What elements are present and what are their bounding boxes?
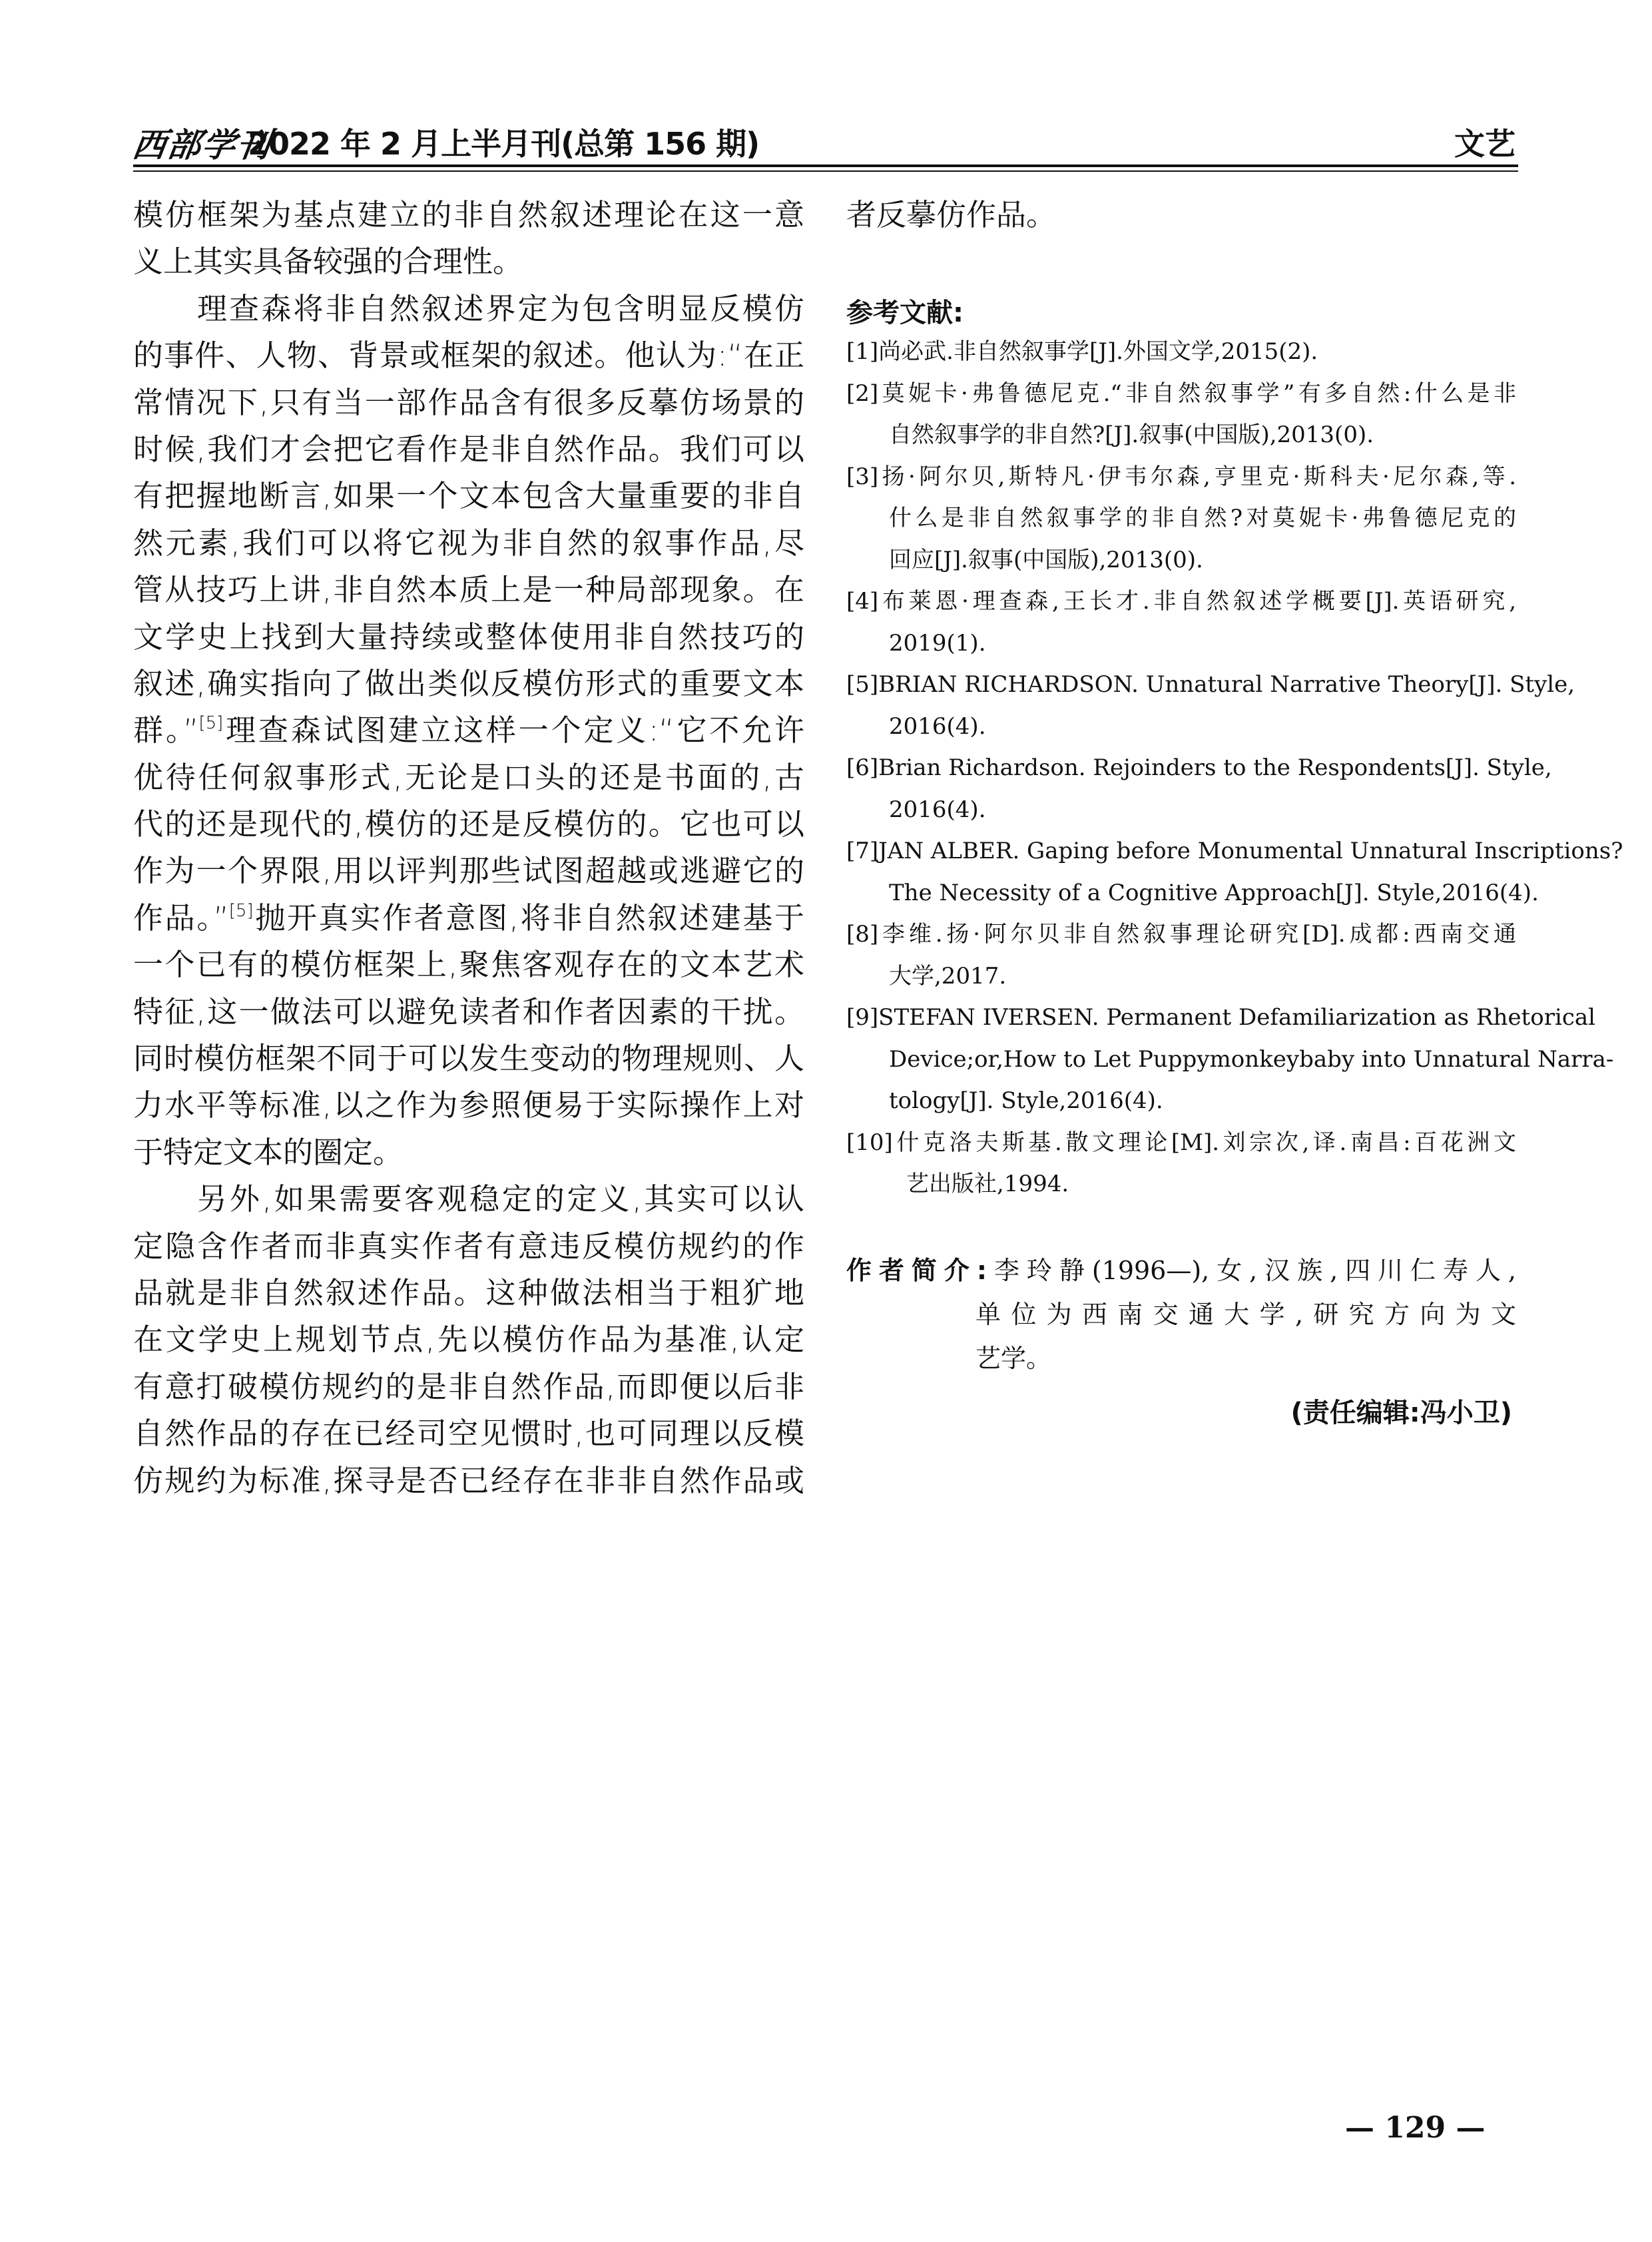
body-line [133, 1223, 804, 1270]
right-column-body [846, 192, 1517, 238]
author-bio-label: 作者简介: [846, 1256, 987, 1285]
body-text: 理查森将非自然叙述界定为包含明显反模仿 [197, 290, 804, 326]
author-bio-line [846, 1249, 1516, 1292]
responsible-editor: (责任编辑:冯小卫) [1290, 1398, 1512, 1428]
body-text: 然元素,我们可以将它视为非自然的叙事作品,尽 [133, 525, 804, 561]
body-line [133, 707, 804, 754]
reference-line: 自然叙事学的非自然?[J].叙事(中国版),2013(0). [889, 421, 1374, 448]
body-text: 定隐含作者而非真实作者有意违反模仿规约的作 [133, 1228, 804, 1264]
body-text: 代的还是现代的,模仿的还是反模仿的。它也可以 [133, 806, 804, 842]
body-text: 在文学史上规划节点,先以模仿作品为基准,认定 [133, 1322, 804, 1358]
body-text: 模仿框架为基点建立的非自然叙述理论在这一意 [133, 197, 804, 232]
body-text: 优待任何叙事形式,无论是口头的还是书面的,古 [133, 759, 804, 795]
body-line [133, 520, 804, 567]
reference-line: [5]BRIAN RICHARDSON. Unnatural Narrative Theory[J]. Style, [846, 671, 1575, 698]
body-text: 同时模仿框架不同于可以发生变动的物理规则、人 [133, 1041, 804, 1077]
journal-logo: 西部学刊 [130, 125, 274, 164]
body-line [133, 1316, 804, 1363]
references-heading: 参考文献: [846, 298, 964, 328]
body-text: 另外,如果需要客观稳定的定义,其实可以认 [197, 1181, 804, 1217]
body-line [133, 801, 804, 848]
issue-title: 2022 年 2 月上半月刊(总第 156 期) [248, 126, 760, 162]
citation-superscript: [5] [198, 713, 224, 734]
body-text: 作为一个界限,用以评判那些试图超越或逃避它的 [133, 853, 804, 889]
body-text: 文学史上找到大量持续或整体使用非自然技巧的 [133, 619, 804, 655]
author-bio [846, 1249, 1516, 1380]
body-line [133, 1129, 804, 1176]
reference-line: 回应[J].叙事(中国版),2013(0). [889, 546, 1203, 573]
reference-line: [10]什克洛夫斯基.散文理论[M].刘宗次,译.南昌:百花洲文 [846, 1129, 1516, 1156]
body-text: 自然作品的存在已经司空见惯时,也可同理以反模 [133, 1416, 804, 1452]
body-text: 群。” [133, 712, 199, 748]
reference-line: The Necessity of a Cognitive Approach[J]. Style,2016(4). [889, 879, 1539, 906]
body-text: 作品。” [133, 900, 229, 936]
body-text: 力水平等标准,以之作为参照便易于实际操作上对 [133, 1087, 804, 1123]
author-bio-line: 艺学。 [975, 1344, 1052, 1373]
body-line [133, 1082, 804, 1129]
reference-line: 艺出版社,1994. [906, 1171, 1069, 1197]
body-line [133, 614, 804, 661]
reference-line: [4]布莱恩·理查森,王长才.非自然叙述学概要[J].英语研究, [846, 588, 1516, 615]
references-list [846, 331, 1623, 1205]
body-text: 仿规约为标准,探寻是否已经存在非非自然作品或 [133, 1462, 804, 1498]
body-text: 抛开真实作者意图,将非自然叙述建基于 [253, 900, 804, 936]
reference-line: [1]尚必武.非自然叙事学[J].外国文学,2015(2). [846, 338, 1318, 365]
body-line [133, 942, 804, 988]
body-text: 管从技巧上讲,非自然本质上是一种局部现象。在 [133, 572, 804, 608]
body-line [133, 848, 804, 894]
body-line [133, 1035, 804, 1082]
author-bio-line: 单位为西南交通大学,研究方向为文 [975, 1300, 1516, 1329]
reference-line: 什么是非自然叙事学的非自然?对莫妮卡·弗鲁德尼克的 [889, 505, 1516, 531]
body-text: 义上其实具备较强的合理性。 [133, 244, 523, 280]
author-bio-text: 李玲静(1996—),女,汉族,四川仁寿人, [987, 1256, 1516, 1285]
reference-line: [2]莫妮卡·弗鲁德尼克.“非自然叙事学”有多自然:什么是非 [846, 380, 1516, 407]
page-number: — 129 — [1345, 2111, 1486, 2145]
citation-superscript: [5] [228, 900, 254, 921]
body-text: 常情况下,只有当一部作品含有很多反摹仿场景的 [133, 384, 804, 420]
body-line [133, 1176, 804, 1223]
reference-line: 2019(1). [889, 629, 986, 657]
body-text: 于特定文本的圈定。 [133, 1134, 404, 1170]
reference-line: 2016(4). [889, 796, 986, 823]
body-line [133, 989, 804, 1035]
reference-line: Device;or,How to Let Puppymonkeybaby into Unnatural Narra- [889, 1045, 1614, 1073]
body-line [133, 238, 804, 285]
body-text: 有意打破模仿规约的是非自然作品,而即便以后非 [133, 1368, 804, 1404]
body-line [133, 192, 804, 238]
body-line [133, 661, 804, 707]
reference-line: tology[J]. Style,2016(4). [889, 1087, 1163, 1114]
body-text: 品就是非自然叙述作品。这种做法相当于粗犷地 [133, 1274, 804, 1310]
body-line [133, 895, 804, 942]
body-line [133, 754, 804, 801]
reference-line: 大学,2017. [889, 962, 1007, 989]
body-line [133, 1364, 804, 1410]
body-line [133, 567, 804, 613]
body-text: 理查森试图建立这样一个定义:“它不允许 [223, 712, 804, 748]
body-line [133, 426, 804, 473]
body-line [133, 1270, 804, 1316]
header-rule-thick [133, 164, 1518, 167]
body-line [133, 473, 804, 519]
body-text: 叙述,确实指向了做出类似反模仿形式的重要文本 [133, 665, 804, 701]
body-text: 特征,这一做法可以避免读者和作者因素的干扰。 [133, 993, 804, 1029]
body-line: 者反摹仿作品。 [846, 197, 1057, 232]
body-text: 的事件、人物、背景或框架的叙述。他认为:“在正 [133, 338, 804, 374]
header-rule-thin [133, 170, 1518, 172]
reference-line: [9]STEFAN IVERSEN. Permanent Defamiliarization as Rhetorical [846, 1004, 1596, 1031]
body-line [133, 1410, 804, 1457]
body-text: 时候,我们才会把它看作是非自然作品。我们可以 [133, 431, 804, 467]
body-line [133, 332, 804, 379]
body-line [133, 1458, 804, 1504]
reference-line: [8]李维.扬·阿尔贝非自然叙事理论研究[D].成都:西南交通 [846, 921, 1516, 948]
body-line [133, 286, 804, 332]
body-text: 有把握地断言,如果一个文本包含大量重要的非自 [133, 478, 804, 514]
section-name: 文艺 [1454, 126, 1515, 162]
left-column-body [133, 192, 804, 1504]
reference-line: [6]Brian Richardson. Rejoinders to the Respondents[J]. Style, [846, 754, 1552, 781]
body-line [133, 380, 804, 426]
reference-line: [3]扬·阿尔贝,斯特凡·伊韦尔森,亨里克·斯科夫·尼尔森,等. [846, 463, 1516, 490]
body-text: 一个已有的模仿框架上,聚焦客观存在的文本艺术 [133, 947, 804, 983]
reference-line: [7]JAN ALBER. Gaping before Monumental Unnatural Inscriptions? [846, 838, 1623, 864]
reference-line: 2016(4). [889, 712, 986, 740]
